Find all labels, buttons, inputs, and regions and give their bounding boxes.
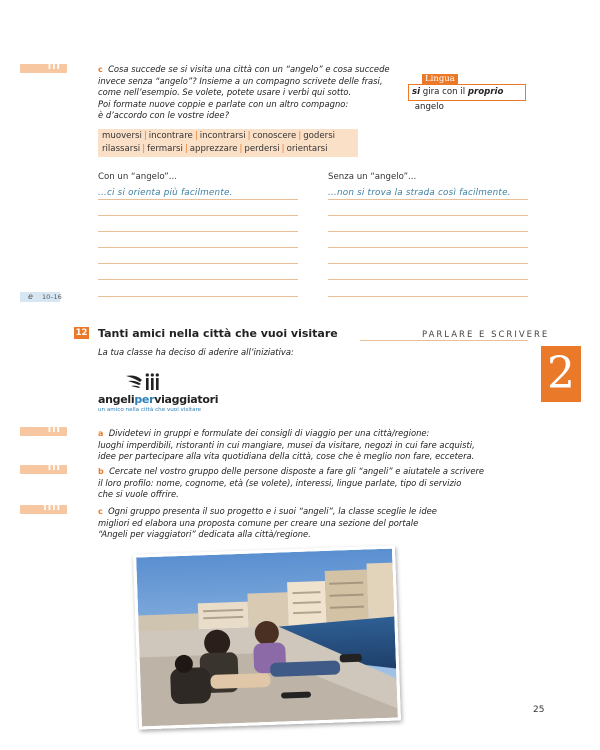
right-example-answer: ...non si trova la strada così facilmente. xyxy=(328,188,511,198)
class-work-marker: iiii xyxy=(20,505,67,514)
page-number: 25 xyxy=(533,705,545,715)
right-column-label: Senza un “angelo”... xyxy=(328,172,417,182)
section-title: Tanti amici nella città che vuoi visitare xyxy=(98,327,338,340)
section-skill-tag: PARLARE E SCRIVERE xyxy=(422,330,550,340)
section-number: 12 xyxy=(75,328,88,338)
verbs-row: muoversi | incontrare | incontrarsi | conoscere | godersi xyxy=(102,131,336,141)
left-example-answer: ...ci si orienta più facilmente. xyxy=(98,188,233,198)
logo-tagline: un amico nella città che vuoi visitare xyxy=(98,407,202,413)
task-c: c Ogni gruppo presenta il suo progetto e i suoi “angeli”, la classe sceglie le idee migliori ed elabora una proposta comune per creare una sezione del portale “Angeli per viaggiatori” dedicata alla città/regione. xyxy=(98,506,437,539)
pair-work-marker: iii xyxy=(20,64,67,73)
friends-city-photo xyxy=(133,545,401,729)
verbs-row: rilassarsi | fermarsi | apprezzare | perdersi | orientarsi xyxy=(102,144,328,154)
group-work-marker: iii xyxy=(20,427,67,436)
left-column-label: Con un “angelo”... xyxy=(98,172,177,182)
workbook-reference: e xyxy=(20,292,60,302)
lingua-note: si gira con il proprio angelo xyxy=(408,84,526,101)
section-intro: La tua classe ha deciso di aderire all’iniziativa: xyxy=(98,347,294,357)
exercise-c-instructions: c Cosa succede se si visita una città con un “angelo” e cosa succede invece senza “angelo”? Insieme a un compagno scrivete delle frasi, come nell’esempio. Se volete, potete usare i verbi qui sotto. Poi formate nuove coppie e parlate con un altro compagno: è d’accordo con le vostre idee? xyxy=(98,64,390,120)
angeli-per-viaggiatori-logo: angeliperviaggiatori un amico nella città che vuoi visitare xyxy=(98,372,208,418)
group-work-marker: iii xyxy=(20,465,67,474)
chapter-tab: 2 xyxy=(541,346,581,402)
angel-wings-icon xyxy=(124,372,164,392)
task-a: a Dividetevi in gruppi e formulate dei consigli di viaggio per una città/regione: luoghi imperdibili, ristoranti in cui mangiare, musei da visitare, negozi in cui fare acquisti, idee per partecipare alla vita quotidiana della città, cose che è meglio non fare, eccetera. xyxy=(98,428,475,461)
section-divider xyxy=(360,340,528,341)
verbs-box xyxy=(98,129,358,157)
workbook-reference-pages: 10–16 xyxy=(42,293,62,301)
task-b: b Cercate nel vostro gruppo delle persone disposte a fare gli “angeli” e aiutatele a scrivere il loro profilo: nome, cognome, età (se volete), interessi, lingue parlate, tipo di servizio che si vuole offrire. xyxy=(98,466,485,499)
lingua-tag: Lingua xyxy=(422,74,458,85)
